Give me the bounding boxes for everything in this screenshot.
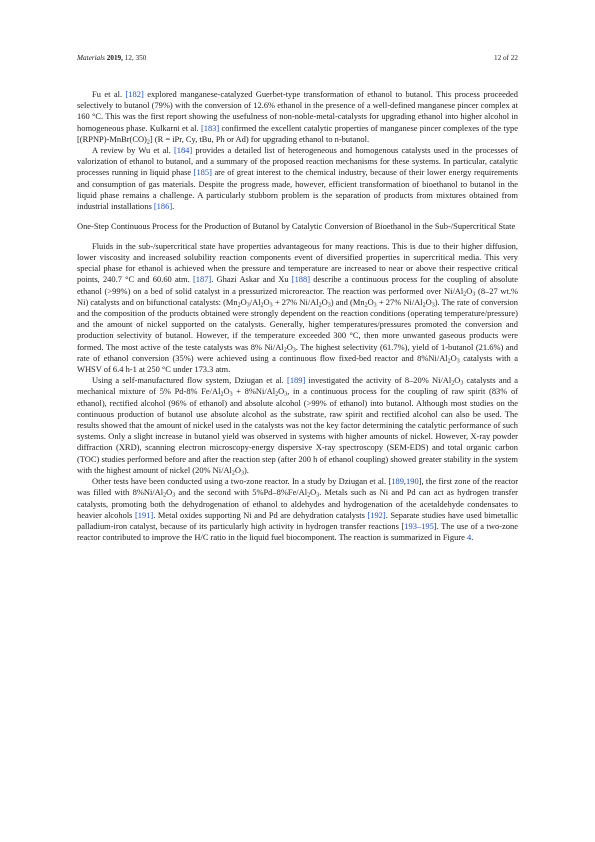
paragraph-2: A review by Wu et al. [184] provides a detailed list of heterogeneous and homogenous catalysts used in the processes of valorization of ethanol to butanol, and a summary of the proposed reaction mechanisms for these systems. In particular, catalytic processes running in liquid phase [185] are of great interest to the chemical industry, because of their lower energy requirements and consumption of gas materials. Despite the progress made, however, efficient transformation of bioethanol to butanol in the liquid phase remains a challenge. A particularly stubborn problem is the separation of products from mixtures obtained from industrial installations [186].: [77, 145, 519, 212]
journal-name: Materials: [77, 54, 105, 62]
citation-link[interactable]: [188]: [291, 274, 311, 285]
paragraph-1: Fu et al. [182] explored manganese-catalyzed Guerbet-type transformation of ethanol to butanol. This process proceeded selectively to butanol (79%) with the conversion of 12.6% ethanol in the presence of a well-defined manganese pincer complex at 160 °C. This was the first report showing the usefulness of non-noble-metal-catalysts for upgrading ethanol into higher alcohol in homogeneous phase. Kulkarni et al. [183] confirmed the excellent catalytic properties of manganese pincer complexes of the type $[(RPNP)-MnBr(CO)_2] (R$ = iPr, Cy, tBu, Ph or Ad) for upgrading ethanol to n-butanol.: [77, 89, 519, 146]
page-number: 12 of 22: [494, 54, 518, 62]
paragraph-4: Using a self-manufactured flow system, Dziugan et al. [189] investigated the activity of 8–20% $Ni/Al_2O_3$ catalysts and a mechanical mixture of 5% Pd-8% $Fe/Al_2O_3 + 8\%Ni/Al_2O_3$, in a continuous process for the coupling of raw spirit (83% of ethanol), rectified alcohol (96% of ethanol) and absolute alcohol (>99% of ethanol) into butanol. Although most studies on the continuous production of butanol use absolute alcohol as the substrate, raw spirit and rectified alcohol can also be used. The results showed that the amount of nickel used in the catalysts was not the key factor determining the catalytic performance of such systems. Only a slight increase in butanol yield was observed in systems with higher amounts of nickel. However, X-ray powder diffraction (XRD), scanning electron microscopy-energy dispersive X-ray spectroscopy (SEM-EDS) and total organic carbon (TOC) studies performed before and after the reaction step (after 200 h of ethanol coupling) showed greater stability in the system with the highest amount of nickel (20% $Ni/Al_2O_3$).: [77, 375, 518, 477]
paragraph-3: Fluids in the sub-/supercritical state have properties advantageous for many reactions. This is due to their higher diffusion, lower viscosity and increased solubility reaction components event of diversified properties in supercritical media. This very special phase for ethanol is achieved when the pressure and temperature are increased to near or above their respective critical points, 240.7 °C and 60.60 atm. [187]. Ghazi Askar and Xu [188] describe a continuous process for the coupling of absolute ethanol (>99%) on a bed of solid catalyst in a pressurized microreactor. The reaction was performed over $Ni/Al_2O_3$ (8–27 wt.% Ni) catalysts and on bifunctional catalysts: ($Mn_2O_3/Al_2O_3 + 27\%$ $Ni/Al_2O_3$) and ($Mn_2O_3 + 27\%$ $Ni/Al_2O_3$). The rate of conversion and the composition of the products obtained were strongly dependent on the reaction conditions (operating temperature/pressure) and the amount of nickel supported on the catalysts. Generally, higher temperatures/pressures promoted the conversion and production selectivity of butanol. However, if the temperature exceeded 300 °C, then more unwanted gaseous products were formed. The most active of the teste catalysts was 8% $Ni/Al_2O_3$. The highest selectivity (61.7%), yield of 1-butanol (21.6%) and rate of ethanol conversion (35%) were achieved using a continuous flow fixed-bed reactor and $8\%Ni/Al_2O_3$ catalysts with a WHSV of 6.4 h-1 at 250 °C under 173.3 atm.: [77, 240, 519, 375]
journal-volume: 12, 350: [122, 54, 147, 62]
citation-link[interactable]: [186]: [153, 201, 173, 212]
running-header: [77, 54, 518, 66]
citation-link[interactable]: [187]: [192, 274, 212, 285]
article-body: [77, 89, 518, 543]
journal-citation: [77, 54, 146, 62]
figure-link[interactable]: 4: [466, 532, 472, 543]
citation-link[interactable]: 190: [406, 476, 419, 487]
citation-link[interactable]: 189: [391, 476, 404, 487]
section-heading: One-Step Continuous Process for the Production of Butanol by Catalytic Conversion of Bioethanol in the Sub-/Supercritical State: [77, 221, 516, 232]
paragraph-5: Other tests have been conducted using a two-zone reactor. In a study by Dziugan et al. [189,190], the first zone of the reactor was filled with $8\%Ni/Al_2O_3$ and the second with $5\%Pd-8\%Fe/Al_2O_3$. Metals such as Ni and Pd can act as hydrogen transfer catalysts, promoting both the dehydrogenation of ethanol to aldehydes and hydrogenation of the acetaldehyde condensates to heavier alcohols [191]. Metal oxides supporting Ni and Pd are dehydration catalysts [192]. Separate studies have used bimetallic palladium-iron catalyst, because of its particularly high activity in hydrogen transfer reactions [193–195]. The use of a two-zone reactor contributed to improve the H/C ratio in the liquid fuel biocomponent. The reaction is summarized in Figure 4.: [77, 476, 519, 543]
citation-link[interactable]: [189]: [287, 375, 306, 386]
citation-link[interactable]: [191]: [134, 509, 154, 520]
citation-link[interactable]: 193–195: [404, 520, 434, 531]
citation-link[interactable]: [182]: [125, 89, 144, 99]
citation-link[interactable]: [183]: [200, 122, 220, 133]
citation-link[interactable]: [185]: [193, 167, 212, 178]
journal-year: 2019,: [106, 54, 123, 62]
citation-link[interactable]: [192]: [367, 509, 386, 520]
citation-link[interactable]: [184]: [173, 145, 193, 156]
